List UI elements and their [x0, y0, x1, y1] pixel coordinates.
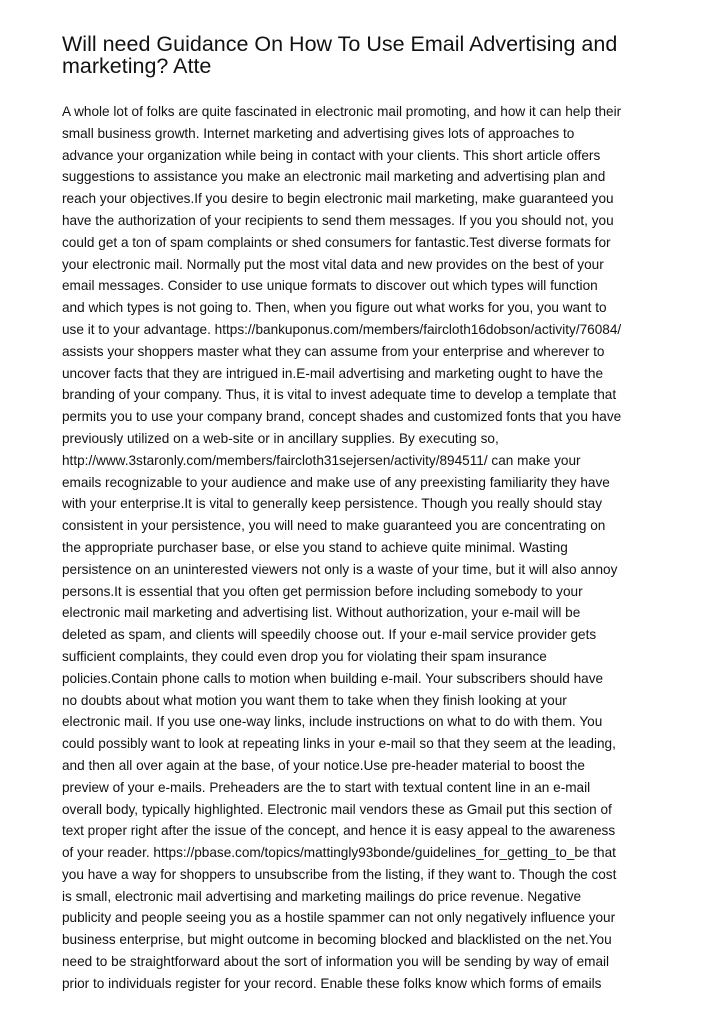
- body-line: the appropriate purchaser base, or else you stand to achieve quite minimal. Wasting: [62, 539, 568, 555]
- body-line: A whole lot of folks are quite fascinated in electronic mail promoting, and how it can help their: [62, 104, 622, 119]
- body-line: could possibly want to look at repeating links in your e-mail so that they seem at the leading,: [62, 736, 616, 752]
- body-line: email messages. Consider to use unique formats to discover out which types will function: [62, 278, 598, 294]
- body-line: of your reader. https://pbase.com/topics/mattingly93bonde/guidelines_for_getting_to_be that: [62, 845, 616, 861]
- body-line: reach your objectives.If you desire to begin electronic mail marketing, make guaranteed you: [62, 191, 614, 207]
- body-line: electronic mail. If you use one-way links, include instructions on what to do with them. You: [62, 714, 603, 730]
- body-line: with your enterprise.It is vital to generally keep persistence. Though you really should stay: [62, 496, 603, 512]
- body-line: suggestions to assistance you make an electronic mail marketing and advertising plan and: [62, 169, 606, 185]
- body-line: business enterprise, but might outcome in becoming blocked and blacklisted on the net.You: [62, 932, 612, 948]
- body-line: overall body, typically highlighted. Electronic mail vendors these as Gmail put this section of: [62, 801, 612, 817]
- body-line: no doubts about what motion you want them to take when they finish looking at your: [62, 692, 567, 708]
- body-line: your electronic mail. Normally put the most vital data and new provides on the best of your: [62, 256, 604, 272]
- body-line: policies.Contain phone calls to motion when building e-mail. Your subscribers should have: [62, 670, 604, 686]
- body-line: prior to individuals register for your record. Enable these folks know which forms of emails: [62, 975, 602, 991]
- body-line: electronic mail marketing and advertising list. Without authorization, your e-mail will be: [62, 605, 581, 621]
- body-line: could get a ton of spam complaints or shed consumers for fantastic.Test diverse formats for: [62, 234, 611, 250]
- body-line: have the authorization of your recipients to send them messages. If you you should not, you: [62, 212, 614, 228]
- body-line: persons.It is essential that you often get permission before including somebody to your: [62, 583, 583, 599]
- body-line: persistence on an uninterested viewers not only is a waste of your time, but it will also annoy: [62, 561, 618, 577]
- body-line: permits you to use your company brand, concept shades and customized fonts that you have: [62, 409, 622, 425]
- body-line: need to be straightforward about the sort of information you will be sending by way of email: [62, 954, 610, 970]
- body-line: text proper right after the issue of the concept, and hence it is easy appeal to the awareness: [62, 823, 616, 839]
- body-line: deleted as spam, and clients will speedily choose out. If your e-mail service provider gets: [62, 627, 597, 643]
- body-line: emails recognizable to your audience and make use of any preexisting familiarity they have: [62, 474, 610, 490]
- body-line: previously utilized on a web-site or in ancillary supplies. By executing so,: [62, 430, 499, 446]
- body-line: sufficient complaints, they could even drop you for violating their spam insurance: [62, 648, 547, 664]
- body-line: is small, electronic mail advertising and marketing mailings do price revenue. Negative: [62, 888, 582, 904]
- body-line: you have a way for shoppers to unsubscribe from the listing, if they want to. Though the cost: [62, 866, 617, 882]
- body-line: consistent in your persistence, you will need to make guaranteed you are concentrating on: [62, 518, 606, 534]
- article-body: [62, 101, 667, 995]
- body-line: use it to your advantage. https://bankuponus.com/members/faircloth16dobson/activity/76084/: [62, 321, 622, 337]
- body-line: small business growth. Internet marketing and advertising gives lots of approaches to: [62, 125, 575, 141]
- body-line: and which types is not going to. Then, when you figure out what works for you, you want to: [62, 300, 607, 316]
- body-line: publicity and people seeing you as a hostile spammer can not only negatively influence your: [62, 910, 616, 926]
- page-title: [62, 33, 682, 77]
- body-line: assists your shoppers master what they can assume from your enterprise and wherever to: [62, 343, 605, 359]
- body-line: preview of your e-mails. Preheaders are the to start with textual content line in an e-mail: [62, 779, 591, 795]
- body-line: branding of your company. Thus, it is vital to invest adequate time to develop a template that: [62, 387, 617, 403]
- body-line: http://www.3staronly.com/members/faircloth31sejersen/activity/894511/ can make your: [62, 452, 581, 468]
- title-line: Will need Guidance On How To Use Email Advertising and: [62, 32, 618, 56]
- body-line: advance your organization while being in contact with your clients. This short article offers: [62, 147, 601, 163]
- title-line: marketing? Atte: [62, 53, 212, 78]
- body-line: and then all over again at the base, of your notice.Use pre-header material to boost the: [62, 757, 585, 773]
- body-line: uncover facts that they are intrigued in.E-mail advertising and marketing ought to have the: [62, 365, 604, 381]
